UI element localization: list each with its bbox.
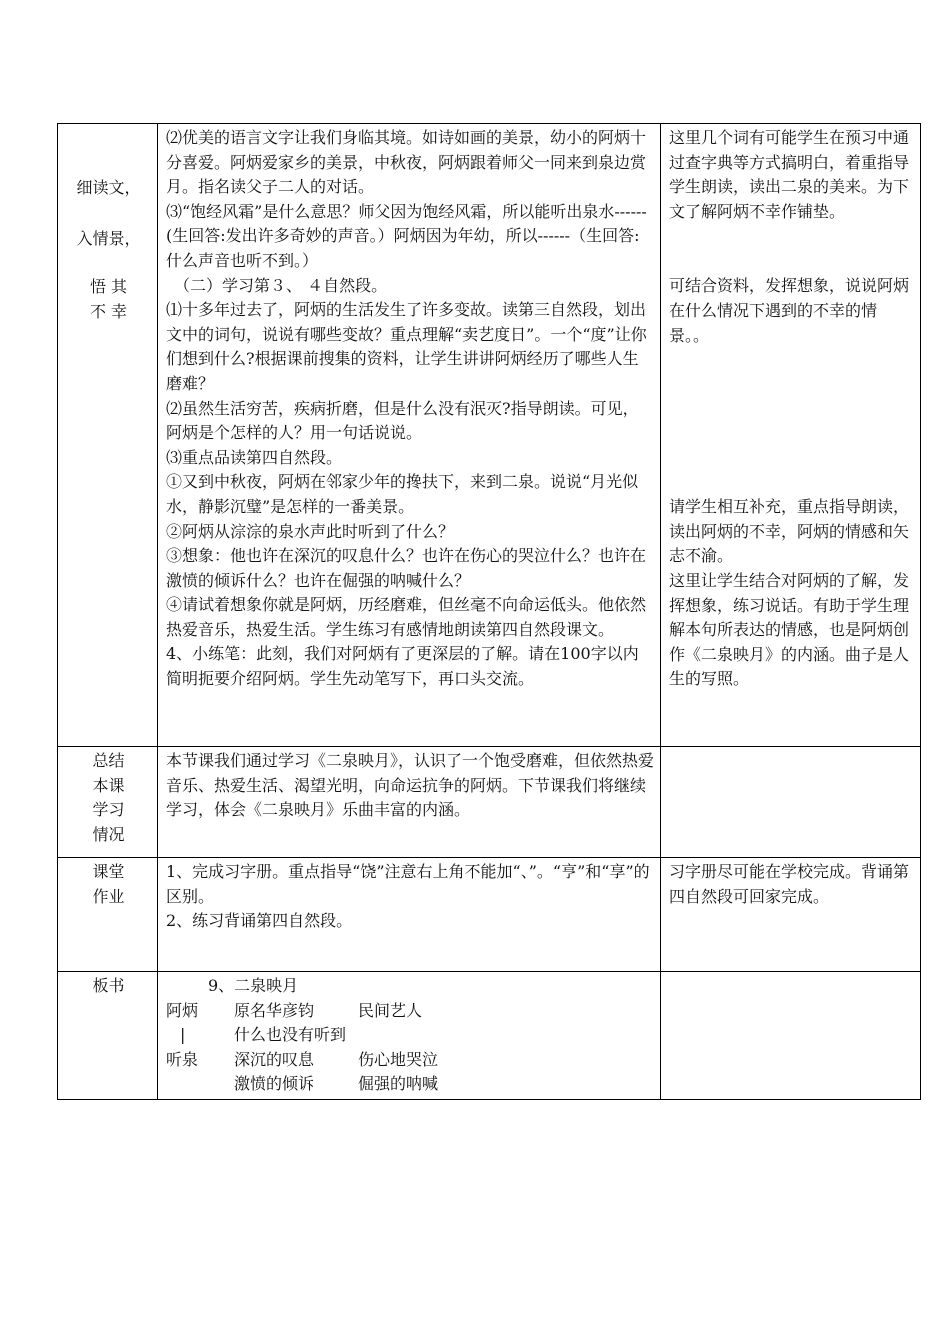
label-line: 课堂 (92, 862, 125, 881)
content-paragraph: ①又到中秋夜，阿炳在邻家少年的搀扶下，来到二泉。说说“月光似水，静影沉璧”是怎样的一番美景。 (166, 472, 639, 516)
content-paragraph: ⑶“饱经风霜”是什么意思？师父因为饱经风霜，所以能听出泉水------(生回答:发出许多奇妙的声音。）阿炳因为年幼，所以------（生回答:什么声音也听不到。） (166, 201, 647, 270)
label-line: 不 幸 (89, 301, 128, 321)
row-label-blackboard (58, 972, 158, 1100)
board-cell: 听泉 (166, 1049, 199, 1069)
label-line: 悟 其 (89, 277, 128, 297)
content-paragraph: ③想象：他也许在深沉的叹息什么？也许在伤心的哭泣什么？也许在激愤的倾诉什么？也许在倔强的呐喊什么？ (166, 546, 647, 590)
content-detailed-reading (158, 124, 661, 747)
note-paragraph: 这里让学生结合对阿炳的了解，发挥想象，练习说话。有助于学生理解本句所表达的情感，也是阿炳创作《二泉映月》的内涵。曲子是人生的写照。 (669, 570, 910, 689)
content-paragraph: 4、小练笔：此刻，我们对阿炳有了更深层的了解。请在100字以内简明扼要介绍阿炳。学生先动笔写下，再口头交流。 (166, 644, 639, 689)
row-label-summary (58, 747, 158, 858)
content-paragraph: ⑵优美的语言文字让我们身临其境。如诗如画的美景，幼小的阿炳十分喜爱。阿炳爱家乡的美景，中秋夜，阿炳跟着师父一同来到泉边赏月。指名读父子二人的对话。 (166, 128, 647, 197)
content-paragraph: 1、完成习字册。重点指导“饶”注意右上角不能加“、”。“亨”和“享”的区别。 (166, 862, 650, 906)
blackboard-line (166, 999, 654, 1024)
row-detailed-reading (58, 124, 921, 747)
blackboard-line (166, 1048, 654, 1073)
row-summary (58, 747, 921, 858)
board-cell: 原名华彦钧 (234, 1000, 315, 1020)
lesson-plan-table (57, 123, 921, 1100)
label-line: 总结 (92, 751, 125, 770)
board-cell: 伤心地哭泣 (358, 1049, 439, 1069)
board-cell: 深沉的叹息 (234, 1049, 315, 1069)
blackboard-line (166, 1023, 654, 1048)
content-paragraph: ②阿炳从淙淙的泉水声此时听到了什么？ (166, 521, 455, 541)
content-paragraph: 本节课我们通过学习《二泉映月》，认识了一个饱受磨难，但依然热爱音乐、热爱生活、渴望光明，向命运抗争的阿炳。下节课我们将继续学习，体会《二泉映月》乐曲丰富的内涵。 (166, 751, 655, 820)
content-paragraph: ⑶重点品读第四自然段。 (166, 447, 343, 467)
notes-detailed-reading (661, 124, 921, 747)
board-cell: 激愤的倾诉 (234, 1074, 315, 1094)
label-line: 情况 (92, 824, 125, 844)
board-cell: 阿炳 (166, 1000, 199, 1020)
content-paragraph: ④请试着想象你就是阿炳，历经磨难，但丝毫不向命运低头。他依然热爱音乐，热爱生活。学生练习有感情地朗读第四自然段课文。 (166, 595, 647, 639)
content-summary (158, 747, 661, 858)
note-paragraph: 这里几个词有可能学生在预习中通过查字典等方式搞明白，着重指导学生朗读，读出二泉的美来。为下文了解阿炳不幸作铺垫。 (669, 128, 910, 221)
board-cell: 什么也没有听到 (234, 1025, 347, 1045)
notes-summary (661, 747, 921, 858)
row-label-homework (58, 858, 158, 972)
note-paragraph: 请学生相互补充，重点指导朗读，读出阿炳的不幸，阿炳的情感和矢志不渝。 (669, 497, 910, 566)
label-line: 本课 (92, 775, 125, 795)
note-paragraph: 可结合资料，发挥想象，说说阿炳在什么情况下遇到的不幸的情景。。 (669, 276, 910, 345)
notes-homework (661, 858, 921, 972)
label-line: 入情景， (76, 228, 141, 248)
label-line: 作业 (92, 886, 125, 906)
blackboard-plan (158, 972, 661, 1100)
label-line: 细读文， (76, 178, 141, 197)
notes-blackboard (661, 972, 921, 1100)
row-label-detailed-reading (58, 124, 158, 747)
board-cell: | (180, 1025, 186, 1045)
content-paragraph: 2、练习背诵第四自然段。 (166, 911, 353, 931)
content-homework (158, 858, 661, 972)
content-paragraph: ⑴十多年过去了，阿炳的生活发生了许多变故。读第三自然段，划出文中的词句，说说有哪些变故？重点理解“卖艺度日”。一个“度”让你们想到什么?根据课前搜集的资料，让学生讲讲阿炳经历了哪些人生磨难？ (166, 300, 647, 393)
board-cell: 民间艺人 (358, 1000, 423, 1020)
blackboard-line (166, 1072, 654, 1097)
board-cell (166, 1072, 234, 1097)
row-homework (58, 858, 921, 972)
label-line: 学习 (92, 800, 125, 820)
label-line: 板书 (92, 976, 125, 995)
blackboard-title: 9、二泉映月 (208, 976, 299, 995)
board-cell: 倔强的呐喊 (358, 1074, 439, 1094)
row-blackboard (58, 972, 921, 1100)
note-paragraph: 习字册尽可能在学校完成。背诵第四自然段可回家完成。 (669, 862, 910, 906)
content-paragraph: （二）学习第３、 ４自然段。 (174, 275, 388, 295)
content-paragraph: ⑵虽然生活穷苦，疾病折磨，但是什么没有泯灭?指导朗读。可见，阿炳是个怎样的人？用一句话说说。 (166, 398, 639, 443)
